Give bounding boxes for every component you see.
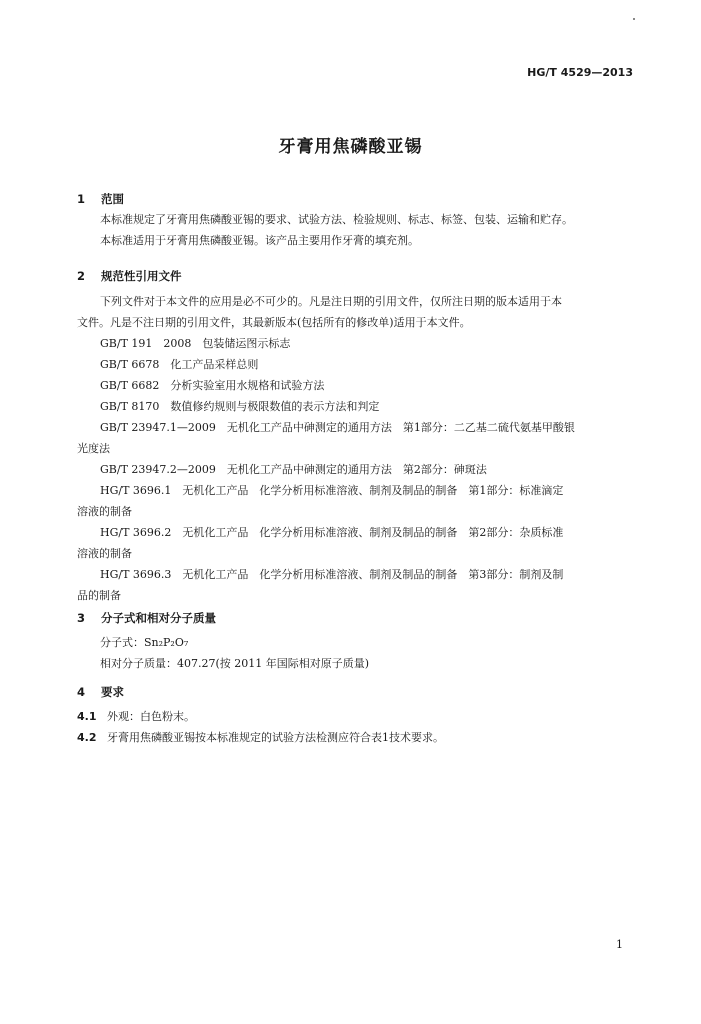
s2-intro-line-2: 文件。凡是不注日期的引用文件，其最新版本(包括所有的修改单)适用于本文件。: [77, 316, 471, 329]
clause-text: 牙膏用焦磷酸亚锡按本标准规定的试验方法检测应符合表1技术要求。: [107, 731, 444, 744]
section-number: 3: [77, 611, 86, 625]
scan-speck: [633, 18, 635, 20]
reference-item-continuation: 溶液的制备: [77, 505, 132, 518]
standard-number: HG/T 4529—2013: [527, 66, 633, 79]
reference-item: GB/T 23947.2—2009 无机化工产品中砷测定的通用方法 第2部分：砷斑法: [100, 463, 487, 476]
page-number: 1: [616, 938, 623, 951]
section-title: 规范性引用文件: [101, 269, 182, 283]
reference-item: GB/T 191 2008 包装储运图示标志: [100, 337, 291, 350]
section-4-heading: [77, 684, 124, 700]
clause-text: 外观：白色粉末。: [107, 710, 195, 723]
s1-paragraph-2: 本标准适用于牙膏用焦磷酸亚锡。该产品主要用作牙膏的填充剂。: [100, 234, 419, 247]
reference-item: HG/T 3696.3 无机化工产品 化学分析用标准溶液、制剂及制品的制备 第3部分：制剂及制: [100, 568, 564, 581]
clause-number: 4.1: [77, 710, 97, 723]
section-title: 分子式和相对分子质量: [101, 611, 216, 625]
section-number: 2: [77, 269, 86, 283]
section-2-heading: [77, 268, 182, 284]
reference-item-continuation: 光度法: [77, 442, 110, 455]
s2-intro-line-1: 下列文件对于本文件的应用是必不可少的。凡是注日期的引用文件，仅所注日期的版本适用于本: [100, 295, 562, 308]
section-number: 1: [77, 192, 86, 206]
reference-item-continuation: 溶液的制备: [77, 547, 132, 560]
clause-number: 4.2: [77, 731, 97, 744]
document-title: 牙膏用焦磷酸亚锡: [278, 137, 423, 157]
reference-item: GB/T 23947.1—2009 无机化工产品中砷测定的通用方法 第1部分：二乙基二硫代氨基甲酸银: [100, 421, 575, 434]
reference-item-continuation: 品的制备: [77, 589, 121, 602]
section-3-heading: [77, 610, 216, 626]
section-number: 4: [77, 685, 86, 699]
section-1-heading: [77, 191, 124, 207]
reference-item: GB/T 8170 数值修约规则与极限数值的表示方法和判定: [100, 400, 380, 413]
section-title: 范围: [101, 192, 124, 206]
requirement-4-2: [77, 728, 444, 748]
s1-paragraph-1: 本标准规定了牙膏用焦磷酸亚锡的要求、试验方法、检验规则、标志、标签、包装、运输和贮存。: [100, 213, 573, 226]
reference-item: HG/T 3696.1 无机化工产品 化学分析用标准溶液、制剂及制品的制备 第1部分：标准滴定: [100, 484, 564, 497]
molecular-formula: 分子式：Sn₂P₂O₇: [100, 636, 189, 649]
section-title: 要求: [101, 685, 124, 699]
requirement-4-1: [77, 707, 195, 727]
molecular-mass: 相对分子质量：407.27(按 2011 年国际相对原子质量): [100, 657, 370, 670]
reference-item: HG/T 3696.2 无机化工产品 化学分析用标准溶液、制剂及制品的制备 第2部分：杂质标准: [100, 526, 564, 539]
reference-item: GB/T 6678 化工产品采样总则: [100, 358, 259, 371]
reference-item: GB/T 6682 分析实验室用水规格和试验方法: [100, 379, 325, 392]
